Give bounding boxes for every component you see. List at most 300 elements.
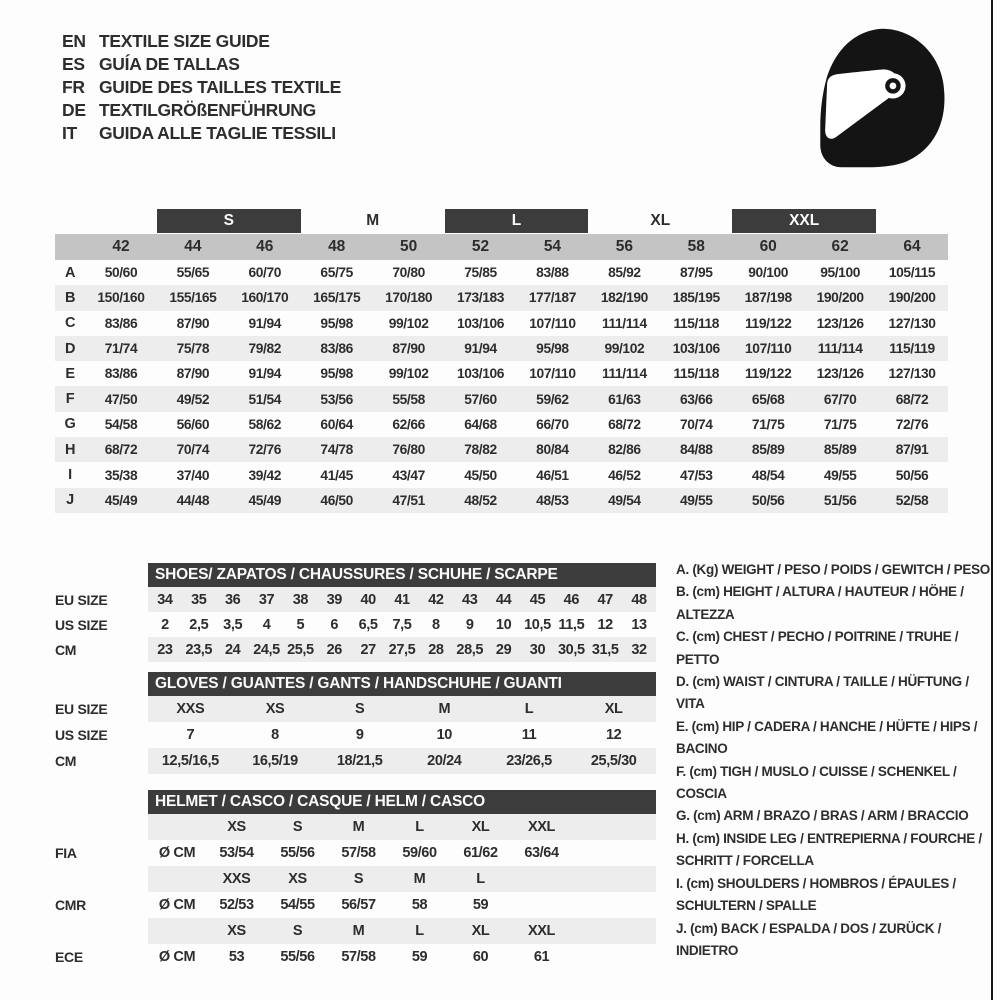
- helmet-size-cell: M: [413, 871, 426, 887]
- value-cell: 10: [495, 616, 512, 633]
- measurement-cell: 60/70: [248, 265, 282, 281]
- helmet-value-row: [55, 840, 656, 866]
- value-cell: 36: [224, 591, 241, 608]
- helmet-value-cell: 61/62: [463, 845, 498, 861]
- helmet-value-cell: 59: [411, 949, 428, 965]
- size-column-header: 46: [256, 238, 274, 255]
- language-title: TEXTILE SIZE GUIDE: [99, 31, 270, 51]
- helmet-size-cell: M: [352, 819, 365, 835]
- measurement-cell: 83/86: [104, 315, 138, 331]
- value-cell: 9: [355, 727, 364, 743]
- measurement-cell: 70/74: [176, 442, 210, 458]
- helmet-size-header-row: [55, 918, 656, 944]
- language-row: [62, 122, 341, 145]
- helmet-value-cell: 59/60: [402, 845, 437, 861]
- helmet-size-cell: XS: [227, 819, 246, 835]
- standard-label: FIA: [55, 845, 77, 861]
- measurement-cell: 68/72: [104, 442, 138, 458]
- gloves-row: [55, 748, 656, 774]
- measurement-cell: 107/110: [529, 366, 576, 382]
- language-code: IT: [62, 123, 77, 143]
- measurement-cell: 83/86: [320, 341, 353, 357]
- measurement-cell: 71/74: [104, 341, 138, 357]
- row-letter: E: [65, 365, 75, 382]
- measurement-cell: 57/60: [464, 391, 497, 407]
- measurement-cell: 70/80: [392, 265, 425, 281]
- measurement-cell: 87/90: [176, 315, 210, 331]
- helmet-size-cell: S: [353, 871, 364, 887]
- measurement-cell: 91/94: [248, 315, 282, 331]
- gloves-size-table: [55, 671, 656, 774]
- legend-item: F. (cm) TIGH / MUSLO / CUISSE / SCHENKEL / COSCIA: [676, 763, 957, 802]
- measurement-cell: 68/72: [895, 391, 929, 407]
- measurement-cell: 46/51: [536, 467, 569, 483]
- measurement-cell: 49/52: [176, 391, 210, 407]
- row-letter: H: [64, 441, 76, 458]
- value-cell: 26: [326, 641, 342, 658]
- size-band-s: S: [157, 209, 301, 233]
- measurement-cell: 50/56: [751, 492, 785, 508]
- measurement-cell: 68/72: [608, 416, 641, 432]
- measurement-cell: 111/114: [601, 315, 647, 331]
- measurement-cell: 85/92: [608, 265, 641, 281]
- measurement-cell: 87/90: [176, 366, 210, 382]
- measurement-cell: 165/175: [313, 290, 361, 306]
- value-cell: 4: [262, 616, 271, 633]
- value-cell: 41: [394, 591, 410, 608]
- row-letter: C: [64, 315, 76, 332]
- measurement-row: [55, 361, 948, 386]
- measurement-cell: 52/58: [895, 492, 929, 508]
- row-letter: G: [64, 416, 76, 433]
- value-cell: 48: [631, 591, 647, 608]
- measurement-cell: 65/75: [320, 265, 353, 281]
- measurement-cell: 45/49: [248, 492, 282, 508]
- diameter-unit: Ø CM: [158, 897, 196, 913]
- size-band-row: [55, 208, 948, 234]
- value-cell: 10: [436, 727, 452, 743]
- measurement-cell: 82/86: [608, 442, 641, 458]
- measurement-cell: 190/200: [816, 290, 864, 306]
- measurement-cell: 78/82: [464, 442, 497, 458]
- row-label: US SIZE: [55, 616, 108, 633]
- helmet-value-cell: 53: [228, 949, 245, 965]
- language-title: GUÍA DE TALLAS: [99, 54, 240, 74]
- measurement-cell: 45/49: [104, 492, 138, 508]
- helmet-value-cell: 61: [533, 949, 550, 965]
- row-label: CM: [55, 641, 77, 658]
- helmet-value-cell: 60: [472, 949, 489, 965]
- measurement-cell: 64/68: [464, 416, 497, 432]
- measurement-cell: 103/106: [672, 341, 720, 357]
- measurement-cell: 48/52: [464, 492, 497, 508]
- value-cell: 12: [605, 727, 622, 743]
- measurement-row: [55, 336, 948, 361]
- measurement-cell: 35/38: [104, 467, 138, 483]
- measurement-cell: 56/60: [176, 416, 210, 432]
- measurement-cell: 115/118: [673, 315, 720, 331]
- value-cell: 12: [597, 616, 613, 633]
- value-cell: 23: [157, 641, 173, 658]
- measurement-cell: 51/54: [248, 391, 282, 407]
- value-cell: 31,5: [591, 641, 619, 658]
- scan-edge-line: [991, 0, 993, 1000]
- row-letter: B: [64, 289, 76, 306]
- legend-item: A. (Kg) WEIGHT / PESO / POIDS / GEWITCH / PESO: [676, 562, 990, 577]
- measurement-cell: 111/114: [817, 341, 863, 357]
- measurement-cell: 103/106: [456, 315, 505, 331]
- measurement-row: [55, 437, 948, 462]
- value-cell: 42: [428, 591, 444, 608]
- size-column-header: 48: [328, 238, 346, 255]
- value-cell: 34: [157, 591, 173, 608]
- helmet-value-cell: 59: [472, 897, 489, 913]
- legend-item: D. (cm) WAIST / CINTURA / TAILLE / HÜFTUNG / VITA: [676, 674, 969, 712]
- value-cell: 47: [597, 591, 613, 608]
- value-cell: XL: [604, 701, 623, 717]
- measurement-cell: 182/190: [600, 290, 648, 306]
- helmet-value-cell: 54/55: [280, 897, 315, 913]
- measurement-cell: 111/114: [601, 366, 647, 382]
- measurement-cell: 85/89: [751, 442, 785, 458]
- value-cell: 16,5/19: [252, 753, 298, 769]
- size-column-header: 58: [687, 238, 705, 255]
- measurement-row: [55, 260, 948, 285]
- measurement-cell: 45/50: [464, 467, 497, 483]
- helmet-size-cell: XS: [227, 923, 246, 939]
- value-cell: 43: [462, 591, 478, 608]
- language-title-list: [62, 30, 341, 145]
- value-cell: 12,5/16,5: [161, 753, 219, 769]
- measurement-cell: 170/180: [385, 290, 433, 306]
- racing-helmet-icon: [798, 20, 953, 175]
- measurement-cell: 48/53: [536, 492, 569, 508]
- measurement-cell: 190/200: [888, 290, 936, 306]
- size-number-row: [55, 234, 948, 260]
- language-row: [62, 76, 341, 99]
- size-column-header: 44: [184, 238, 202, 255]
- measurement-cell: 107/110: [745, 341, 792, 357]
- value-cell: 24: [224, 641, 241, 658]
- measurement-cell: 53/56: [320, 391, 353, 407]
- size-band-m: M: [366, 212, 380, 229]
- value-cell: 13: [631, 616, 647, 633]
- legend-item: I. (cm) SHOULDERS / HOMBROS / ÉPAULES / SCHULTERN / SPALLE: [676, 875, 956, 914]
- value-cell: 37: [258, 591, 275, 608]
- measurement-cell: 61/63: [608, 391, 641, 407]
- helmet-size-cell: XXL: [528, 923, 555, 939]
- measurement-cell: 49/55: [680, 492, 713, 508]
- helmet-size-cell: XL: [471, 923, 490, 939]
- measurement-cell: 90/100: [748, 265, 789, 281]
- value-cell: 30,5: [558, 641, 585, 658]
- measurement-cell: 70/74: [680, 416, 713, 432]
- helmet-value-cell: 57/58: [341, 949, 376, 965]
- helmet-value-cell: 57/58: [341, 845, 376, 861]
- measurement-cell: 46/52: [608, 467, 641, 483]
- helmet-size-cell: M: [352, 923, 365, 939]
- legend-item: H. (cm) INSIDE LEG / ENTREPIERNA / FOURCHE / SCHRITT / FORCELLA: [676, 830, 982, 869]
- helmet-size-cell: S: [292, 923, 303, 939]
- measurement-cell: 115/119: [889, 341, 935, 357]
- value-cell: XS: [265, 701, 285, 717]
- value-cell: 5: [296, 616, 305, 633]
- helmet-size-header-row: [55, 814, 656, 840]
- measurement-row: [55, 412, 948, 437]
- measurement-cell: 66/70: [536, 416, 569, 432]
- helmet-size-cell: XS: [288, 871, 307, 887]
- legend-item: C. (cm) CHEST / PECHO / POITRINE / TRUHE / PETTO: [676, 629, 959, 667]
- size-band-xl: XL: [650, 212, 671, 229]
- shoes-row: [55, 587, 656, 612]
- size-band-l: L: [445, 209, 589, 233]
- measurement-cell: 87/91: [895, 442, 929, 458]
- measurement-cell: 127/130: [888, 315, 936, 331]
- measurement-cell: 48/54: [751, 467, 785, 483]
- measurement-cell: 95/100: [820, 265, 861, 281]
- legend-item: G. (cm) ARM / BRAZO / BRAS / ARM / BRACCIO: [676, 808, 969, 824]
- value-cell: 25,5/30: [590, 753, 637, 769]
- measurement-row: [55, 311, 948, 336]
- helmet-size-header-row: [55, 866, 656, 892]
- size-column-header: 54: [543, 238, 562, 255]
- value-cell: 11: [521, 727, 537, 743]
- value-cell: 28,5: [456, 641, 484, 658]
- measurement-cell: 123/126: [816, 366, 864, 382]
- helmet-size-cell: XXL: [528, 819, 555, 835]
- helmet-size-cell: L: [476, 871, 485, 887]
- value-cell: 9: [465, 616, 474, 633]
- value-cell: 29: [495, 641, 512, 658]
- value-cell: 8: [432, 616, 440, 633]
- value-cell: 7: [186, 727, 195, 743]
- measurement-cell: 47/50: [104, 391, 138, 407]
- language-title: TEXTILGRÖßENFÜHRUNG: [99, 100, 316, 120]
- measurement-cell: 177/187: [528, 290, 576, 306]
- helmet-size-table: [55, 789, 656, 970]
- measurement-cell: 65/68: [751, 391, 785, 407]
- measurement-cell: 60/64: [320, 416, 353, 432]
- value-cell: 40: [360, 591, 376, 608]
- measurement-cell: 103/106: [456, 366, 505, 382]
- measurement-cell: 185/195: [672, 290, 720, 306]
- row-letter: J: [66, 492, 74, 509]
- value-cell: 38: [292, 591, 309, 608]
- measurement-cell: 119/122: [745, 315, 792, 331]
- value-cell: 2,5: [189, 616, 209, 633]
- value-cell: 30: [529, 641, 546, 658]
- measurement-row: [55, 488, 948, 513]
- row-label: US SIZE: [55, 727, 108, 743]
- measurement-cell: 105/115: [888, 265, 936, 281]
- helmet-value-cell: 55/56: [280, 949, 315, 965]
- diameter-unit: Ø CM: [158, 949, 196, 965]
- standard-label: ECE: [55, 949, 83, 965]
- measurement-cell: 187/198: [744, 290, 792, 306]
- measurement-cell: 95/98: [320, 315, 353, 331]
- helmet-value-cell: 56/57: [341, 897, 376, 913]
- measurement-cell: 87/95: [680, 265, 713, 281]
- size-column-header: 62: [831, 238, 849, 255]
- helmet-size-cell: S: [292, 819, 303, 835]
- language-code: DE: [62, 100, 86, 120]
- measurement-cell: 44/48: [176, 492, 210, 508]
- row-letter: D: [64, 340, 76, 357]
- value-cell: 11,5: [558, 616, 585, 633]
- helmet-value-cell: 63/64: [524, 845, 559, 861]
- measurement-row: [55, 285, 948, 310]
- size-column-header: 42: [112, 238, 130, 255]
- row-letter: A: [64, 264, 76, 281]
- measurement-cell: 55/65: [176, 265, 210, 281]
- measurement-cell: 71/75: [823, 416, 857, 432]
- measurement-cell: 83/86: [104, 366, 138, 382]
- measurement-cell: 99/102: [388, 366, 429, 382]
- measurement-cell: 99/102: [604, 341, 645, 357]
- helmet-value-row: [55, 892, 656, 918]
- measurement-cell: 123/126: [816, 315, 864, 331]
- measurement-cell: 39/42: [248, 467, 282, 483]
- measurement-cell: 84/88: [680, 442, 713, 458]
- language-row: [62, 30, 341, 53]
- measurement-cell: 91/94: [464, 341, 497, 357]
- measurement-cell: 75/85: [464, 265, 497, 281]
- value-cell: 20/24: [427, 753, 462, 769]
- shoes-size-table: [55, 562, 656, 662]
- value-cell: 18/21,5: [336, 753, 383, 769]
- measurement-cell: 150/160: [97, 290, 145, 306]
- measurement-cell: 79/82: [248, 341, 282, 357]
- measurement-cell: 67/70: [823, 391, 857, 407]
- shoes-title-bar: SHOES/ ZAPATOS / CHAUSSURES / SCHUHE / SCARPE: [148, 563, 656, 587]
- legend-item: B. (cm) HEIGHT / ALTURA / HAUTEUR / HÖHE / ALTEZZA: [676, 584, 964, 622]
- measurement-cell: 119/122: [745, 366, 792, 382]
- measurement-cell: 107/110: [529, 315, 576, 331]
- value-cell: 25,5: [287, 641, 314, 658]
- measurement-cell: 87/90: [392, 341, 425, 357]
- language-title: GUIDA ALLE TAGLIE TESSILI: [99, 123, 336, 143]
- measurement-cell: 50/60: [104, 265, 138, 281]
- measurement-cell: 173/183: [456, 290, 505, 306]
- value-cell: 24,5: [253, 641, 280, 658]
- measurement-cell: 49/54: [608, 492, 641, 508]
- value-cell: M: [438, 701, 451, 717]
- value-cell: 35: [191, 591, 207, 608]
- measurement-cell: 74/78: [320, 442, 353, 458]
- textile-size-table: [55, 208, 948, 513]
- language-row: [62, 99, 341, 122]
- row-label: EU SIZE: [55, 591, 108, 608]
- measurement-cell: 46/50: [320, 492, 353, 508]
- language-code: ES: [62, 54, 85, 74]
- standard-label: CMR: [55, 897, 86, 913]
- value-cell: 28: [428, 641, 444, 658]
- measurement-cell: 160/170: [241, 290, 289, 306]
- measurement-row: [55, 462, 948, 487]
- value-cell: 44: [495, 591, 512, 608]
- measurement-cell: 51/56: [823, 492, 857, 508]
- measurement-cell: 75/78: [176, 341, 210, 357]
- helmet-title-bar: HELMET / CASCO / CASQUE / HELM / CASCO: [148, 790, 656, 814]
- measurement-cell: 54/58: [104, 416, 138, 432]
- helmet-size-cell: XXS: [222, 871, 251, 887]
- measurement-cell: 59/62: [536, 391, 569, 407]
- size-column-header: 56: [615, 238, 633, 255]
- measurement-cell: 43/47: [392, 467, 425, 483]
- measurement-cell: 41/45: [320, 467, 353, 483]
- value-cell: 6,5: [358, 616, 378, 633]
- legend-item: E. (cm) HIP / CADERA / HANCHE / HÜFTE / HIPS / BACINO: [676, 718, 978, 757]
- value-cell: 6: [330, 616, 339, 633]
- measurement-cell: 83/88: [536, 265, 569, 281]
- value-cell: 32: [631, 641, 647, 658]
- measurement-cell: 62/66: [392, 416, 425, 432]
- measurement-legend: [676, 559, 990, 962]
- helmet-value-cell: 58: [411, 897, 428, 913]
- language-code: EN: [62, 31, 86, 51]
- shoes-row: [55, 612, 656, 637]
- helmet-size-cell: L: [415, 923, 424, 939]
- measurement-cell: 50/56: [895, 467, 929, 483]
- row-label: EU SIZE: [55, 701, 108, 717]
- value-cell: 8: [271, 727, 279, 743]
- measurement-cell: 55/58: [392, 391, 425, 407]
- measurement-cell: 85/89: [823, 442, 857, 458]
- measurement-cell: 71/75: [751, 416, 785, 432]
- measurement-cell: 95/98: [320, 366, 353, 382]
- value-cell: 23/26,5: [506, 753, 552, 769]
- helmet-size-cell: XL: [471, 819, 490, 835]
- diameter-unit: Ø CM: [158, 845, 196, 861]
- value-cell: 39: [326, 591, 342, 608]
- measurement-cell: 49/55: [823, 467, 857, 483]
- measurement-cell: 99/102: [388, 315, 429, 331]
- helmet-value-cell: 52/53: [219, 897, 254, 913]
- size-column-header: 60: [759, 238, 777, 255]
- value-cell: 27: [360, 641, 376, 658]
- value-cell: 27,5: [388, 641, 416, 658]
- size-band-xxl: XXL: [732, 209, 876, 233]
- measurement-cell: 63/66: [680, 391, 713, 407]
- measurement-cell: 91/94: [248, 366, 282, 382]
- value-cell: L: [524, 701, 534, 717]
- gloves-row: [55, 722, 656, 748]
- value-cell: 3,5: [223, 616, 243, 633]
- row-letter: F: [65, 391, 75, 408]
- value-cell: S: [355, 701, 365, 717]
- measurement-cell: 76/80: [392, 442, 425, 458]
- size-column-header: 52: [471, 238, 490, 255]
- measurement-cell: 37/40: [176, 467, 210, 483]
- measurement-cell: 72/76: [248, 442, 282, 458]
- value-cell: XXS: [176, 701, 205, 717]
- row-label: CM: [55, 753, 77, 769]
- size-column-header: 50: [399, 238, 418, 255]
- value-cell: 10,5: [524, 616, 551, 633]
- row-letter: I: [68, 467, 72, 484]
- measurement-cell: 58/62: [248, 416, 282, 432]
- measurement-cell: 80/84: [536, 442, 569, 458]
- value-cell: 23,5: [185, 641, 213, 658]
- value-cell: 46: [563, 591, 579, 608]
- visor-pivot-hole: [890, 82, 897, 89]
- value-cell: 7,5: [392, 616, 412, 633]
- gloves-title-bar: GLOVES / GUANTES / GANTS / HANDSCHUHE / GUANTI: [148, 672, 656, 696]
- helmet-value-row: [55, 944, 656, 970]
- measurement-cell: 95/98: [536, 341, 569, 357]
- helmet-size-cell: L: [415, 819, 424, 835]
- measurement-cell: 72/76: [895, 416, 929, 432]
